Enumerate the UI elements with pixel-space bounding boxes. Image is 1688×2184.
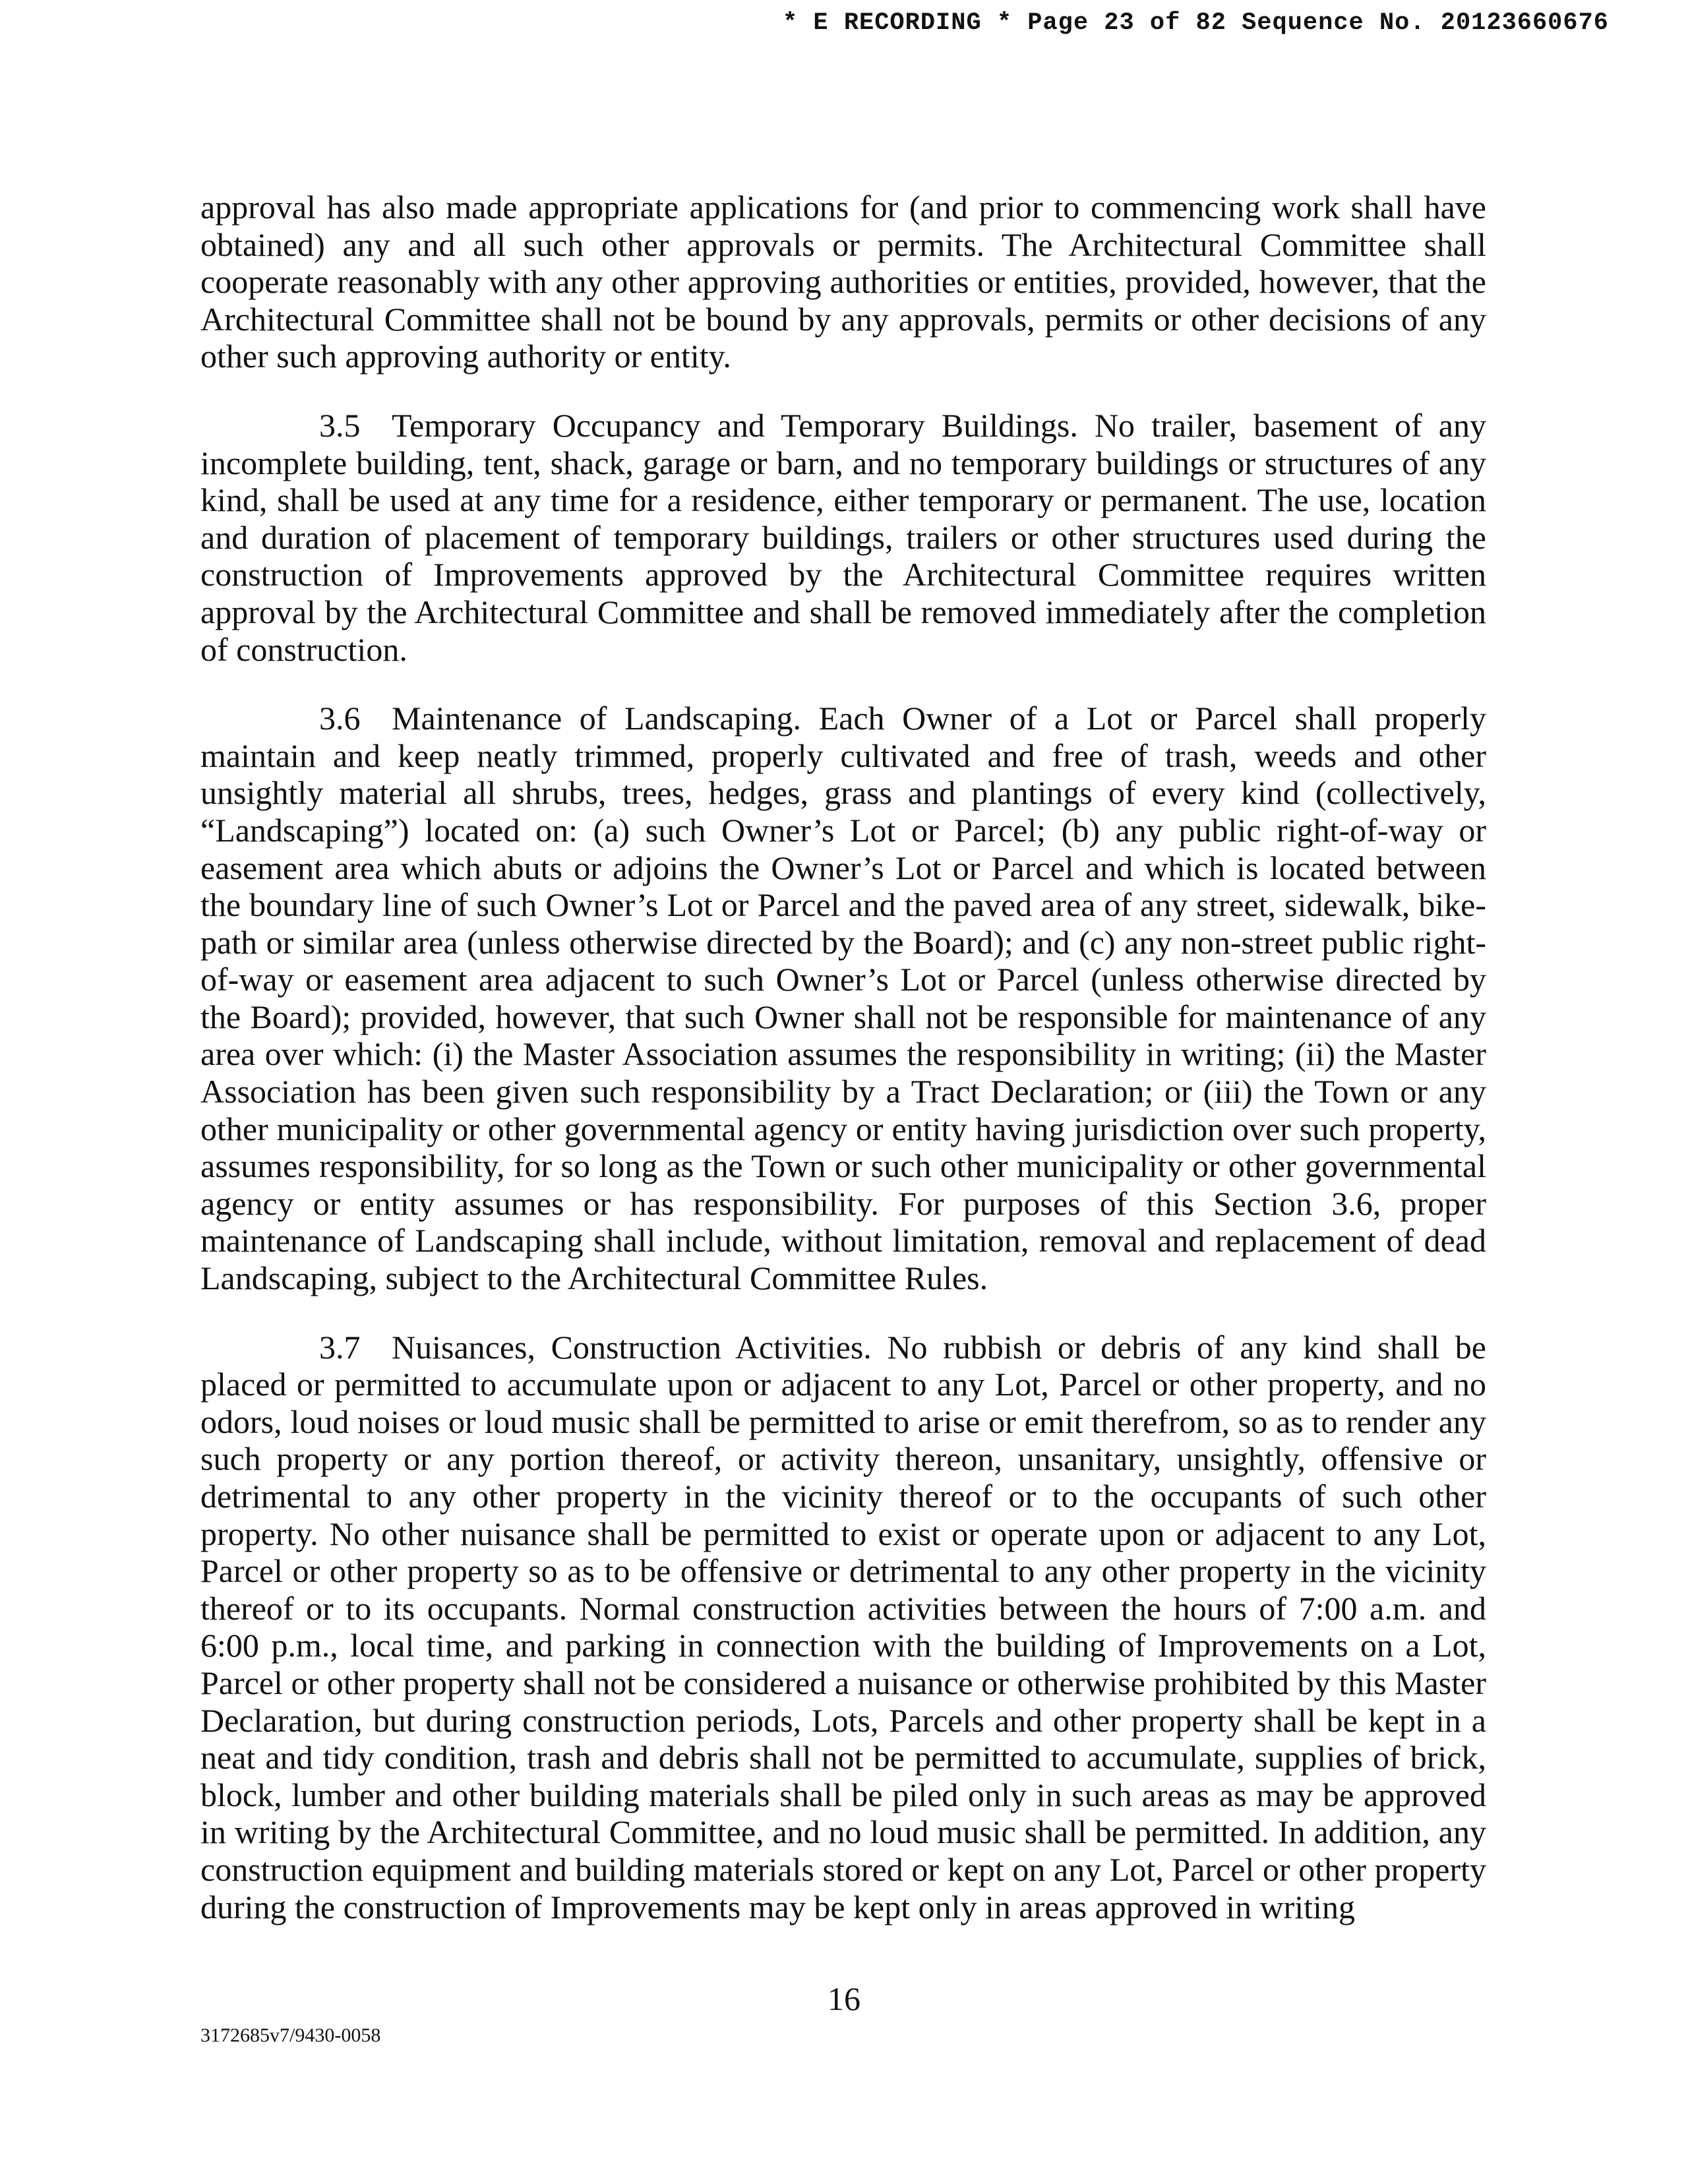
recording-header: * E RECORDING * Page 23 of 82 Sequence No. 20123660676 — [783, 9, 1609, 37]
section-number: 3.5 — [319, 406, 361, 444]
paragraph-continuation: approval has also made appropriate applications for (and prior to commencing work shall have obtained) any and all such other approvals or permits. The Architectural Committee shall cooperate reasonably with any other approving authorities or entities, provided, however, that the Architectural Committee shall not be bound by any approvals, permits or other decisions of any other such approving authority or entity. — [200, 189, 1486, 375]
section-number: 3.6 — [319, 700, 361, 737]
page-number: 16 — [828, 1980, 860, 2017]
section-number: 3.7 — [319, 1328, 361, 1366]
document-body — [200, 189, 1486, 1957]
section-3-5 — [200, 407, 1486, 668]
section-title: Maintenance of Landscaping. — [392, 700, 802, 737]
section-title: Temporary Occupancy and Temporary Buildings. — [392, 406, 1078, 444]
section-3-7 — [200, 1329, 1486, 1926]
section-text: No rubbish or debris of any kind shall be placed or permitted to accumulate upon or adjacent to any Lot, Parcel or other property, and no odors, loud noises or loud music shall be permitted to arise or emit therefrom, so as to render any such property or any portion thereof, or activity thereon, unsanitary, unsightly, offensive or detrimental to any other property in the vicinity thereof or to the occupants of such other property. No other nuisance shall be permitted to exist or operate upon or adjacent to any Lot, Parcel or other property so as to be offensive or detrimental to any other property in the vicinity thereof or to its occupants. Normal construction activities between the hours of 7:00 a.m. and 6:00 p.m., local time, and parking in connection with the building of Improvements on a Lot, Parcel or other property shall not be considered a nuisance or otherwise prohibited by this Master Declaration, but during construction periods, Lots, Parcels and other property shall be kept in a neat and tidy condition, trash and debris shall not be permitted to accumulate, supplies of brick, block, lumber and other building materials shall be piled only in such areas as may be approved in writing by the Architectural Committee, and no loud music shall be permitted. In addition, any construction equipment and building materials stored or kept on any Lot, Parcel or other property during the construction of Improvements may be kept only in areas approved in writing — [200, 1328, 1486, 1926]
section-text: Each Owner of a Lot or Parcel shall properly maintain and keep neatly trimmed, properly cultivated and free of trash, weeds and other unsightly material all shrubs, trees, hedges, grass and plantings of every kind (collectively, “Landscaping”) located on: (a) such Owner’s Lot or Parcel; (b) any public right-of-way or easement area which abuts or adjoins the Owner’s Lot or Parcel and which is located between the boundary line of such Owner’s Lot or Parcel and the paved area of any street, sidewalk, bike-path or similar area (unless otherwise directed by the Board); and (c) any non-street public right-of-way or easement area adjacent to such Owner’s Lot or Parcel (unless otherwise directed by the Board); provided, however, that such Owner shall not be responsible for maintenance of any area over which: (i) the Master Association assumes the responsibility in writing; (ii) the Master Association has been given such responsibility by a Tract Declaration; or (iii) the Town or any other municipality or other governmental agency or entity having jurisdiction over such property, assumes responsibility, for so long as the Town or such other municipality or other governmental agency or entity assumes or has responsibility. For purposes of this Section 3.6, proper maintenance of Landscaping shall include, without limitation, removal and replacement of dead Landscaping, subject to the Architectural Committee Rules. — [200, 700, 1486, 1297]
document-id: 3172685v7/9430-0058 — [200, 2024, 381, 2046]
section-title: Nuisances, Construction Activities. — [392, 1328, 872, 1366]
section-3-6 — [200, 700, 1486, 1297]
section-text: No trailer, basement of any incomplete building, tent, shack, garage or barn, and no temporary buildings or structures of any kind, shall be used at any time for a residence, either temporary or permanent. The use, location and duration of placement of temporary buildings, trailers or other structures used during the construction of Improvements approved by the Architectural Committee requires written approval by the Architectural Committee and shall be removed immediately after the completion of construction. — [200, 406, 1487, 668]
